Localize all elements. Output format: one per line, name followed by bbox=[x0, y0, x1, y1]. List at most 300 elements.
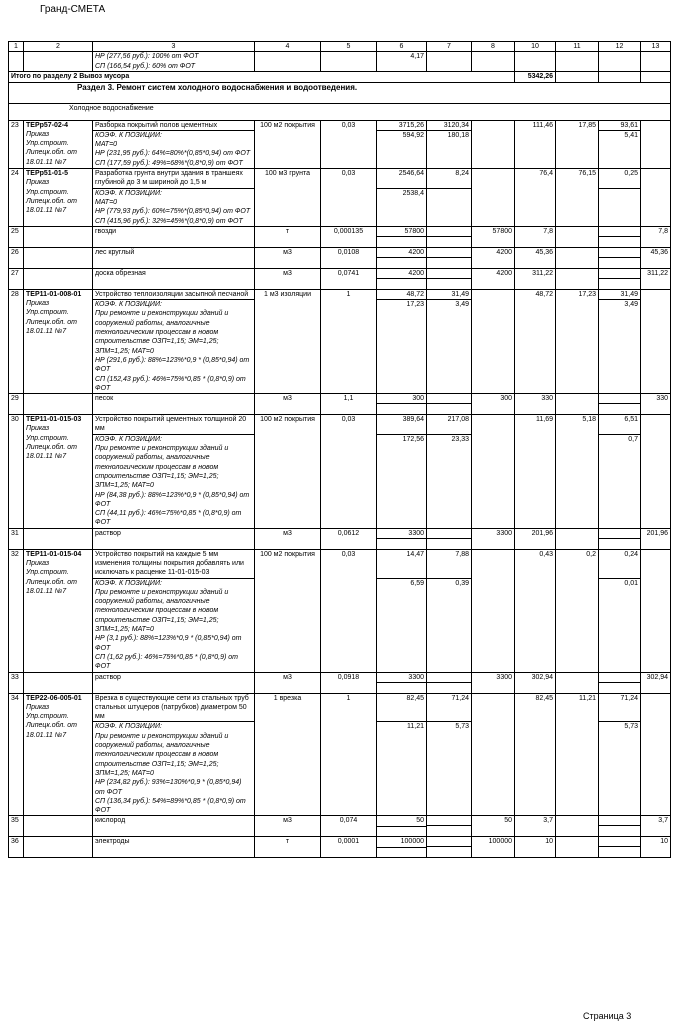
col6-main: 50 bbox=[377, 816, 426, 826]
col12-main bbox=[599, 394, 640, 404]
col12-sub: 0,01 bbox=[624, 579, 638, 587]
col7-sub: 180,18 bbox=[447, 131, 469, 139]
col13 bbox=[641, 289, 671, 393]
col12 bbox=[599, 528, 641, 549]
col8: 50 bbox=[472, 816, 515, 837]
row-number: 26 bbox=[9, 247, 24, 268]
basis-line: Приказ bbox=[26, 703, 50, 711]
col12-main bbox=[599, 529, 640, 539]
col7 bbox=[427, 837, 472, 858]
col6-sub bbox=[377, 539, 426, 548]
col7-main bbox=[427, 227, 471, 237]
col12 bbox=[599, 415, 641, 529]
quantity: 0,0741 bbox=[321, 268, 377, 289]
basis-line: Упр.строит. bbox=[26, 569, 69, 577]
col12-sub: 5,41 bbox=[624, 131, 638, 139]
unit: 100 м2 покрытия bbox=[255, 549, 321, 672]
col7 bbox=[427, 415, 472, 529]
col7-main: 71,24 bbox=[427, 694, 471, 723]
code-cell bbox=[24, 394, 93, 415]
quantity: 0,03 bbox=[321, 120, 377, 168]
col10: 10 bbox=[515, 837, 556, 858]
resource-name: песок bbox=[93, 394, 255, 415]
col6-sub: 172,56 bbox=[402, 435, 424, 443]
row-number: 29 bbox=[9, 394, 24, 415]
unit: м3 bbox=[255, 528, 321, 549]
col6 bbox=[377, 415, 427, 529]
col6-main: 2546,64 bbox=[377, 169, 426, 189]
estimate-position-row bbox=[9, 693, 671, 816]
page-number: Страница 3 bbox=[583, 1011, 632, 1021]
subsection-title-row bbox=[9, 103, 671, 120]
resource-name: раствор bbox=[93, 528, 255, 549]
resource-name: гвозди bbox=[93, 226, 255, 247]
col13 bbox=[641, 120, 671, 168]
section-total-value: 5342,26 bbox=[515, 72, 556, 82]
col7 bbox=[427, 247, 472, 268]
col6-sub bbox=[377, 237, 426, 246]
col8 bbox=[472, 549, 515, 672]
column-header: 3 bbox=[93, 42, 255, 52]
basis-line: Упр.строит. bbox=[26, 434, 69, 442]
col8 bbox=[472, 415, 515, 529]
column-header: 13 bbox=[641, 42, 671, 52]
column-header: 2 bbox=[24, 42, 93, 52]
col7-main bbox=[427, 248, 471, 258]
col7 bbox=[427, 268, 472, 289]
col7-main: 217,08 bbox=[427, 415, 471, 435]
work-name: Устройство покрытий цементных толщиной 20 мм bbox=[93, 415, 254, 435]
col12-sub bbox=[599, 683, 640, 692]
col11: 11,21 bbox=[556, 693, 599, 816]
col6-sub: 11,21 bbox=[407, 723, 424, 731]
col13: 302,94 bbox=[641, 672, 671, 693]
col7-main: 31,49 bbox=[427, 290, 471, 300]
col7-sub bbox=[427, 539, 471, 548]
rate-code: ТЕР11-01-015-03 bbox=[26, 416, 82, 424]
col12-main bbox=[599, 227, 640, 237]
basis-line: Липецк.обл. от bbox=[26, 318, 77, 326]
col7-sub bbox=[427, 847, 471, 856]
col13: 7,8 bbox=[641, 226, 671, 247]
col10: 111,46 bbox=[515, 120, 556, 168]
basis-line: Липецк.обл. от bbox=[26, 722, 77, 730]
col7-sub bbox=[427, 683, 471, 692]
col6-main: 3715,26 bbox=[377, 121, 426, 131]
row-number: 27 bbox=[9, 268, 24, 289]
col12-sub: 5,73 bbox=[624, 723, 638, 731]
col13: 311,22 bbox=[641, 268, 671, 289]
quantity: 0,0612 bbox=[321, 528, 377, 549]
quantity: 1 bbox=[321, 693, 377, 816]
quantity: 1 bbox=[321, 289, 377, 393]
col7-sub bbox=[427, 826, 471, 835]
resource-row bbox=[9, 837, 671, 858]
coefficients: КОЭФ. К ПОЗИЦИИ: При ремонте и реконструкции зданий и сооружений работы, аналогичные технологическим процессам в новом строительстве ОЗП=1,15; ЭМ=1,25; ЗПМ=1,25; МАТ=0 НР (234,82 руб.): 93%=130%*0,9 * (0,85*0,94) от ФОТ СП (136,34 руб.): 54%=89%*0,85 * (0,8*0,9) от ФОТ bbox=[95, 723, 246, 815]
app-title: Гранд-СМЕТА bbox=[40, 4, 106, 15]
col6 bbox=[377, 549, 427, 672]
estimate-position-row bbox=[9, 169, 671, 227]
column-header: 10 bbox=[515, 42, 556, 52]
col6 bbox=[377, 837, 427, 858]
col11: 17,23 bbox=[556, 289, 599, 393]
basis-line: 18.01.11 №7 bbox=[26, 207, 67, 215]
unit: 100 м2 покрытия bbox=[255, 120, 321, 168]
carry-over-row bbox=[9, 52, 671, 72]
basis-line: 18.01.11 №7 bbox=[26, 731, 67, 739]
column-header: 1 bbox=[9, 42, 24, 52]
column-header: 11 bbox=[556, 42, 599, 52]
unit: 1 м3 изоляции bbox=[255, 289, 321, 393]
col6 bbox=[377, 120, 427, 168]
basis-line: Липецк.обл. от bbox=[26, 197, 77, 205]
code-cell bbox=[24, 268, 93, 289]
row-number: 31 bbox=[9, 528, 24, 549]
col7 bbox=[427, 528, 472, 549]
col13 bbox=[641, 169, 671, 227]
col6-sub bbox=[377, 827, 426, 836]
resource-name: кислород bbox=[93, 816, 255, 837]
col10: 48,72 bbox=[515, 289, 556, 393]
col8: 4200 bbox=[472, 247, 515, 268]
col12-main: 31,49 bbox=[599, 290, 640, 300]
col13 bbox=[641, 549, 671, 672]
col8: 57800 bbox=[472, 226, 515, 247]
estimate-position-row bbox=[9, 415, 671, 529]
resource-name: раствор bbox=[93, 672, 255, 693]
estimate-position-row bbox=[9, 289, 671, 393]
col6 bbox=[377, 693, 427, 816]
col7-main bbox=[427, 394, 471, 404]
col13: 330 bbox=[641, 394, 671, 415]
col7 bbox=[427, 120, 472, 168]
carry-nr-line: НР (277,56 руб.): 100% от ФОТ bbox=[95, 53, 199, 61]
col6 bbox=[377, 247, 427, 268]
col12-main: 0,25 bbox=[599, 169, 640, 189]
carry-col6: 4,17 bbox=[377, 52, 427, 72]
row-number: 34 bbox=[9, 693, 24, 816]
basis-line: 18.01.11 №7 bbox=[26, 587, 67, 595]
col10: 7,8 bbox=[515, 226, 556, 247]
col8 bbox=[472, 289, 515, 393]
col7 bbox=[427, 226, 472, 247]
basis-line: Липецк.обл. от bbox=[26, 149, 77, 157]
rate-code: ТЕРр51-01-5 bbox=[26, 170, 69, 178]
col12-sub bbox=[599, 237, 640, 246]
row-number: 24 bbox=[9, 169, 24, 227]
coefficients: КОЭФ. К ПОЗИЦИИ: МАТ=0 НР (779,93 руб.): 60%=75%*(0,85*0,94) от ФОТ СП (415,96 руб.): 32%=45%*(0,8*0,9) от ФОТ bbox=[95, 189, 251, 225]
quantity: 0,0918 bbox=[321, 672, 377, 693]
col7-main bbox=[427, 837, 471, 847]
rate-code: ТЕР11-01-008-01 bbox=[26, 290, 82, 298]
resource-row bbox=[9, 394, 671, 415]
code-cell bbox=[24, 693, 93, 816]
col12-main bbox=[599, 673, 640, 683]
work-name: Устройство теплоизоляции засыпной песчаной bbox=[93, 290, 254, 300]
row-number: 33 bbox=[9, 672, 24, 693]
unit: т bbox=[255, 226, 321, 247]
col7-main: 8,24 bbox=[427, 169, 471, 189]
col10: 3,7 bbox=[515, 816, 556, 837]
quantity: 0,000135 bbox=[321, 226, 377, 247]
resource-name: лес круглый bbox=[93, 247, 255, 268]
resource-row bbox=[9, 672, 671, 693]
col12 bbox=[599, 693, 641, 816]
work-name: Разборка покрытий полов цементных bbox=[93, 121, 254, 131]
column-header: 7 bbox=[427, 42, 472, 52]
basis-line: Приказ bbox=[26, 179, 50, 187]
column-header: 5 bbox=[321, 42, 377, 52]
description-cell bbox=[93, 693, 255, 816]
col11: 76,15 bbox=[556, 169, 599, 227]
resource-row bbox=[9, 816, 671, 837]
col6-main: 82,45 bbox=[377, 694, 426, 723]
col7 bbox=[427, 672, 472, 693]
col11 bbox=[556, 672, 599, 693]
quantity: 0,03 bbox=[321, 415, 377, 529]
column-header: 8 bbox=[472, 42, 515, 52]
col13: 3,7 bbox=[641, 816, 671, 837]
row-number: 32 bbox=[9, 549, 24, 672]
basis-line: Упр.строит. bbox=[26, 713, 69, 721]
col12 bbox=[599, 120, 641, 168]
col10: 311,22 bbox=[515, 268, 556, 289]
col10: 11,69 bbox=[515, 415, 556, 529]
quantity: 0,074 bbox=[321, 816, 377, 837]
col8: 3300 bbox=[472, 672, 515, 693]
row-number: 36 bbox=[9, 837, 24, 858]
col8 bbox=[472, 169, 515, 227]
row-number: 25 bbox=[9, 226, 24, 247]
quantity: 1,1 bbox=[321, 394, 377, 415]
rate-code: ТЕР11-01-015-04 bbox=[26, 550, 82, 558]
col6-main: 48,72 bbox=[377, 290, 426, 300]
col10: 45,36 bbox=[515, 247, 556, 268]
col8: 100000 bbox=[472, 837, 515, 858]
section-title-row bbox=[9, 82, 671, 103]
col8: 4200 bbox=[472, 268, 515, 289]
col12 bbox=[599, 247, 641, 268]
column-header-row bbox=[9, 42, 671, 52]
col7 bbox=[427, 693, 472, 816]
basis-line: Упр.строит. bbox=[26, 309, 69, 317]
rate-code: ТЕРр57-02-4 bbox=[26, 121, 69, 129]
col6-sub: 17,23 bbox=[406, 301, 424, 309]
col6-main: 3300 bbox=[377, 673, 426, 683]
basis-line: Липецк.обл. от bbox=[26, 578, 77, 586]
col12 bbox=[599, 816, 641, 837]
basis-line: Приказ bbox=[26, 130, 50, 138]
section-total-row bbox=[9, 72, 671, 82]
col6-sub bbox=[377, 404, 426, 413]
code-cell bbox=[24, 120, 93, 168]
quantity: 0,03 bbox=[321, 169, 377, 227]
basis-line: Упр.строит. bbox=[26, 140, 69, 148]
col13: 201,96 bbox=[641, 528, 671, 549]
col6-main: 57800 bbox=[377, 227, 426, 237]
col6-main: 14,47 bbox=[377, 550, 426, 579]
col11 bbox=[556, 226, 599, 247]
unit: м3 bbox=[255, 672, 321, 693]
unit: м3 bbox=[255, 394, 321, 415]
col6 bbox=[377, 169, 427, 227]
col12 bbox=[599, 549, 641, 672]
basis-line: Приказ bbox=[26, 425, 50, 433]
unit: м3 bbox=[255, 816, 321, 837]
col7 bbox=[427, 169, 472, 227]
col7-main bbox=[427, 269, 471, 279]
coefficients: КОЭФ. К ПОЗИЦИИ: При ремонте и реконструкции зданий и сооружений работы, аналогичные технологическим процессам в новом строительстве ОЗП=1,15; ЭМ=1,25; ЗПМ=1,25; МАТ=0 НР (3,1 руб.): 88%=123%*0,9 * (0,85*0,94) от ФОТ СП (1,62 руб.): 46%=75%*0,85 * (0,8*0,9) от ФОТ bbox=[95, 579, 242, 671]
unit: 1 врезка bbox=[255, 693, 321, 816]
unit: м3 bbox=[255, 268, 321, 289]
col7-sub: 5,73 bbox=[455, 723, 469, 731]
col12-main: 0,24 bbox=[599, 550, 640, 579]
code-cell bbox=[24, 226, 93, 247]
col6-sub bbox=[377, 683, 426, 692]
code-cell bbox=[24, 549, 93, 672]
column-header: 4 bbox=[255, 42, 321, 52]
resource-row bbox=[9, 226, 671, 247]
col7 bbox=[427, 816, 472, 837]
col7-main: 3120,34 bbox=[427, 121, 471, 131]
basis-line: Приказ bbox=[26, 559, 50, 567]
col10: 82,45 bbox=[515, 693, 556, 816]
col6-sub bbox=[377, 848, 426, 857]
row-number: 28 bbox=[9, 289, 24, 393]
col12-sub bbox=[599, 189, 640, 198]
col7-main bbox=[427, 529, 471, 539]
col6-sub: 2538,4 bbox=[402, 189, 424, 197]
col11 bbox=[556, 268, 599, 289]
col7-sub bbox=[427, 404, 471, 413]
coefficients: КОЭФ. К ПОЗИЦИИ: При ремонте и реконструкции зданий и сооружений работы, аналогичные технологическим процессам в новом строительстве ОЗП=1,15; ЭМ=1,25; ЗПМ=1,25; МАТ=0 НР (291,6 руб.): 88%=123%*0,9 * (0,85*0,94) от ФОТ СП (152,43 руб.): 46%=75%*0,85 * (0,8*0,9) от ФОТ bbox=[95, 301, 250, 392]
col12-main bbox=[599, 269, 640, 279]
col12-main bbox=[599, 816, 640, 826]
col6 bbox=[377, 289, 427, 393]
col12-main: 93,61 bbox=[599, 121, 640, 131]
col7-sub: 23,33 bbox=[451, 435, 469, 443]
col12-sub: 3,49 bbox=[624, 301, 638, 309]
col12-sub bbox=[599, 258, 640, 267]
coefficients: КОЭФ. К ПОЗИЦИИ: МАТ=0 НР (231,95 руб.): 64%=80%*(0,85*0,94) от ФОТ СП (177,59 руб.): 49%=68%*(0,8*0,9) от ФОТ bbox=[95, 131, 251, 167]
section-title: Раздел 3. Ремонт систем холодного водоснабжения и водоотведения. bbox=[9, 82, 671, 103]
basis-line: Приказ bbox=[26, 300, 50, 308]
coefficients: КОЭФ. К ПОЗИЦИИ: При ремонте и реконструкции зданий и сооружений работы, аналогичные технологическим процессам в новом строительстве ОЗП=1,15; ЭМ=1,25; ЗПМ=1,25; МАТ=0 НР (84,38 руб.): 88%=123%*0,9 * (0,85*0,94) от ФОТ СП (44,11 руб.): 46%=75%*0,85 * (0,8*0,9) от ФОТ bbox=[95, 435, 250, 527]
unit: 100 м3 грунта bbox=[255, 169, 321, 227]
col13 bbox=[641, 415, 671, 529]
col11: 17,85 bbox=[556, 120, 599, 168]
col10: 0,43 bbox=[515, 549, 556, 672]
description-cell bbox=[93, 549, 255, 672]
col12 bbox=[599, 394, 641, 415]
basis-line: 18.01.11 №7 bbox=[26, 158, 67, 166]
col11: 0,2 bbox=[556, 549, 599, 672]
col13: 45,36 bbox=[641, 247, 671, 268]
col6-main: 100000 bbox=[377, 837, 426, 847]
estimate-position-row bbox=[9, 549, 671, 672]
col7 bbox=[427, 289, 472, 393]
rate-code: ТЕР22-06-005-01 bbox=[26, 694, 82, 702]
col10: 330 bbox=[515, 394, 556, 415]
subsection-title: Холодное водоснабжение bbox=[9, 103, 671, 120]
col12-sub bbox=[599, 279, 640, 288]
col6 bbox=[377, 394, 427, 415]
column-header: 12 bbox=[599, 42, 641, 52]
col7-sub: 3,49 bbox=[455, 301, 469, 309]
resource-row bbox=[9, 268, 671, 289]
col6-main: 300 bbox=[377, 394, 426, 404]
work-name: Врезка в существующие сети из стальных труб стальных штуцеров (патрубков) диаметром 50 мм bbox=[93, 694, 254, 723]
col6-main: 4200 bbox=[377, 269, 426, 279]
quantity: 0,0108 bbox=[321, 247, 377, 268]
code-cell bbox=[24, 816, 93, 837]
row-number: 30 bbox=[9, 415, 24, 529]
basis-line: Липецк.обл. от bbox=[26, 444, 77, 452]
col12 bbox=[599, 672, 641, 693]
col12-sub: 0,7 bbox=[628, 435, 638, 443]
col12-sub bbox=[599, 539, 640, 548]
col10: 76,4 bbox=[515, 169, 556, 227]
work-name: Разработка грунта внутри здания в траншеях глубиной до 3 м шириной до 1,5 м bbox=[93, 169, 254, 189]
col6 bbox=[377, 672, 427, 693]
col8: 300 bbox=[472, 394, 515, 415]
description-cell bbox=[93, 169, 255, 227]
col7 bbox=[427, 394, 472, 415]
resource-name: доска обрезная bbox=[93, 268, 255, 289]
col7-main bbox=[427, 816, 471, 826]
code-cell bbox=[24, 528, 93, 549]
basis-line: 18.01.11 №7 bbox=[26, 453, 67, 461]
section-total-label: Итого по разделу 2 Вывоз мусора bbox=[9, 72, 515, 82]
col7-sub bbox=[427, 237, 471, 246]
unit: т bbox=[255, 837, 321, 858]
column-header: 6 bbox=[377, 42, 427, 52]
col7-main: 7,88 bbox=[427, 550, 471, 579]
col7-sub: 0,39 bbox=[455, 579, 469, 587]
code-cell bbox=[24, 289, 93, 393]
col7-sub bbox=[427, 279, 471, 288]
estimate-position-row bbox=[9, 120, 671, 168]
description-cell bbox=[93, 120, 255, 168]
col7 bbox=[427, 549, 472, 672]
col6-main: 389,64 bbox=[377, 415, 426, 435]
unit: м3 bbox=[255, 247, 321, 268]
quantity: 0,03 bbox=[321, 549, 377, 672]
col10: 302,94 bbox=[515, 672, 556, 693]
estimate-table bbox=[8, 41, 671, 858]
col6-sub bbox=[377, 279, 426, 288]
resource-name: электроды bbox=[93, 837, 255, 858]
col6-main: 4200 bbox=[377, 248, 426, 258]
code-cell bbox=[24, 247, 93, 268]
col11 bbox=[556, 394, 599, 415]
col12 bbox=[599, 837, 641, 858]
row-number: 35 bbox=[9, 816, 24, 837]
col6 bbox=[377, 816, 427, 837]
col6-sub bbox=[377, 258, 426, 267]
work-name: Устройство покрытий на каждые 5 мм изменения толщины покрытия добавлять или исключать к расценке 11-01-015-03 bbox=[93, 550, 254, 579]
col8: 3300 bbox=[472, 528, 515, 549]
col6 bbox=[377, 528, 427, 549]
col12-main bbox=[599, 248, 640, 258]
col13 bbox=[641, 693, 671, 816]
basis-line: Упр.строит. bbox=[26, 188, 69, 196]
code-cell bbox=[24, 837, 93, 858]
col7-sub bbox=[427, 189, 471, 198]
col12-sub bbox=[599, 404, 640, 413]
description-cell bbox=[93, 415, 255, 529]
col6-sub: 6,59 bbox=[410, 579, 424, 587]
